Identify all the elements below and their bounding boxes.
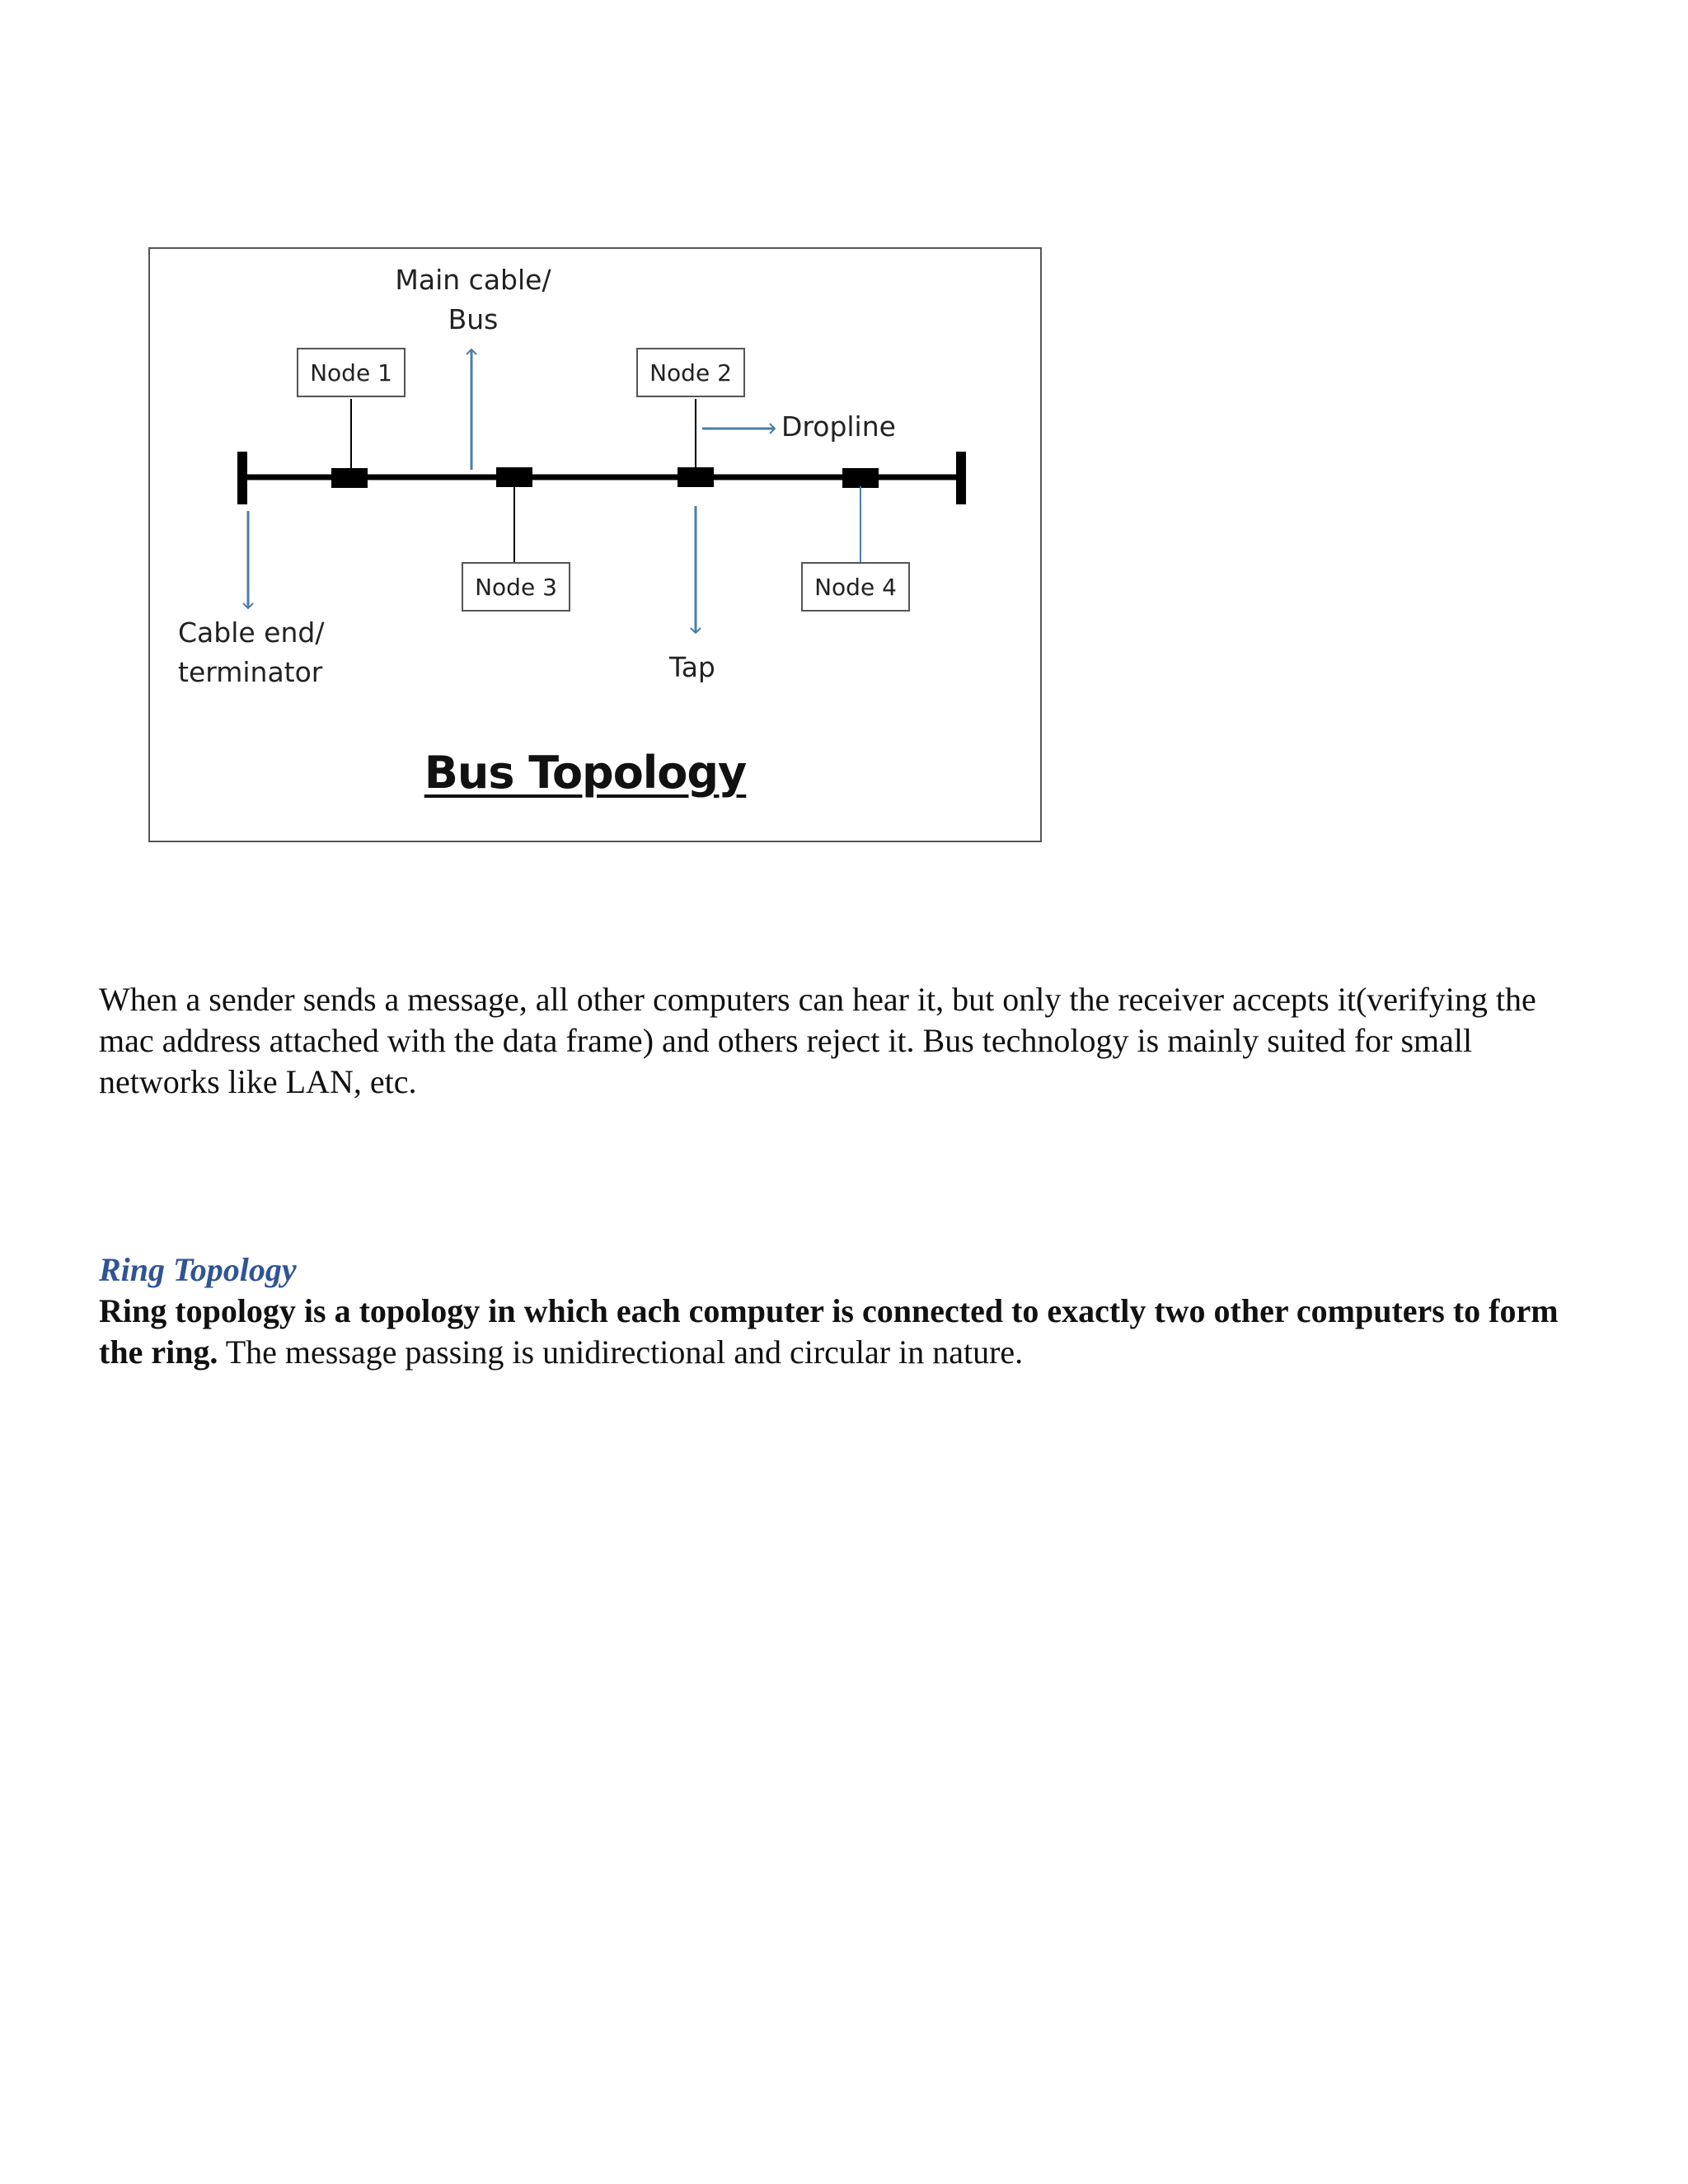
ring-topology-heading: Ring Topology bbox=[99, 1251, 297, 1288]
bus-topology-diagram bbox=[148, 247, 1042, 842]
node-1-box: Node 1 bbox=[297, 348, 406, 397]
cable-end-label bbox=[178, 613, 324, 692]
right-terminator bbox=[956, 452, 966, 504]
tap-node-4 bbox=[842, 468, 879, 488]
cable-end-label-line-1: Cable end/ bbox=[178, 616, 325, 649]
ring-definition-bold: Ring topology is a topology in which each computer is connected to exactly two other computers to form the ring. bbox=[99, 1292, 1559, 1371]
bus-description-paragraph: When a sender sends a message, all other computers can hear it, but only the receiver accepts it(verifying the mac address attached with the data frame) and others reject it. Bus technology is mainly suited for small networks like LAN, etc. bbox=[99, 981, 1536, 1100]
main-cable-label-line-1: Main cable/ bbox=[395, 264, 551, 296]
ring-description-paragraph bbox=[99, 1291, 1582, 1373]
tap-node-1 bbox=[331, 468, 368, 488]
diagram-title: Bus Topology bbox=[424, 747, 747, 799]
node-2-box: Node 2 bbox=[636, 348, 745, 397]
main-cable-label bbox=[391, 260, 556, 340]
main-cable-label-line-2: Bus bbox=[448, 303, 499, 335]
tap-node-2 bbox=[678, 467, 714, 487]
tap-node-3 bbox=[496, 467, 532, 487]
left-terminator bbox=[237, 452, 247, 504]
cable-end-label-line-2: terminator bbox=[178, 656, 323, 688]
node-3-box: Node 3 bbox=[462, 562, 570, 612]
ring-definition-rest: The message passing is unidirectional and circular in nature. bbox=[218, 1333, 1024, 1371]
dropline-label: Dropline bbox=[781, 410, 896, 443]
node-4-box: Node 4 bbox=[801, 562, 910, 612]
tap-label: Tap bbox=[669, 651, 715, 683]
